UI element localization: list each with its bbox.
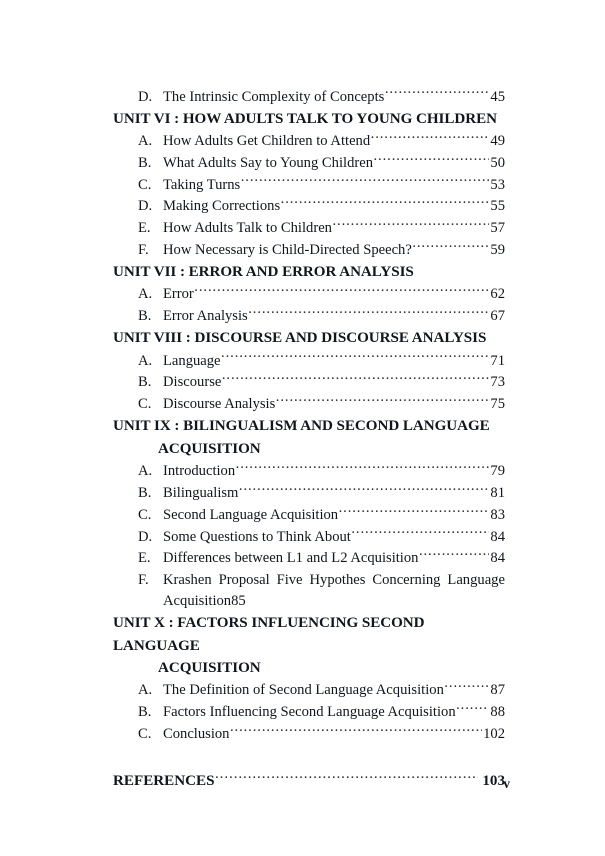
toc-dot-leader xyxy=(248,306,489,321)
toc-dot-leader xyxy=(385,86,490,101)
toc-entry-page-number: 85 xyxy=(231,592,246,609)
toc-dot-leader xyxy=(239,482,490,497)
toc-dot-leader xyxy=(412,239,489,254)
table-of-contents xyxy=(113,86,505,792)
toc-entry[interactable] xyxy=(113,526,505,548)
toc-entry-title: Bilingualism xyxy=(163,484,239,501)
toc-dot-leader xyxy=(281,196,490,211)
toc-entry-page-number: 59 xyxy=(490,241,505,258)
toc-entry-title: Taking Turns xyxy=(163,176,241,193)
toc-entry[interactable] xyxy=(113,86,505,108)
toc-entry[interactable] xyxy=(113,680,505,702)
toc-entry-letter: D. xyxy=(138,198,153,215)
toc-entry-letter: B. xyxy=(138,484,152,501)
toc-unit-title: UNIT VIII : DISCOURSE AND DISCOURSE ANALYSIS xyxy=(113,330,487,347)
toc-dot-leader xyxy=(221,350,489,365)
toc-unit-title: UNIT X : FACTORS INFLUENCING SECOND LANGUAGE xyxy=(113,614,425,654)
toc-entry-page-number: 83 xyxy=(490,506,505,523)
toc-unit-heading[interactable] xyxy=(113,108,505,131)
toc-entry-title-word: Five xyxy=(276,571,303,588)
toc-entry-page-number: 102 xyxy=(483,725,505,742)
toc-entry[interactable] xyxy=(113,723,505,745)
toc-entry-title-word: Language xyxy=(447,571,505,588)
toc-entry[interactable] xyxy=(113,130,505,152)
toc-entry[interactable] xyxy=(113,196,505,218)
toc-entry-title: Introduction xyxy=(163,463,236,480)
toc-dot-leader xyxy=(222,372,490,387)
toc-entry-letter: C. xyxy=(138,725,152,742)
toc-entry-letter: E. xyxy=(138,220,151,237)
toc-dot-leader xyxy=(241,174,490,189)
toc-dot-leader xyxy=(332,218,489,233)
toc-entry-letter: B. xyxy=(138,154,152,171)
toc-entry-letter: F. xyxy=(138,571,149,588)
toc-entry-body xyxy=(163,570,505,612)
toc-unit-title: UNIT VI : HOW ADULTS TALK TO YOUNG CHILDREN xyxy=(113,110,497,127)
toc-unit-heading[interactable] xyxy=(113,261,505,284)
toc-dot-leader xyxy=(230,723,482,738)
toc-entry-letter: B. xyxy=(138,308,152,325)
toc-unit-title-continued: ACQUISITION xyxy=(158,440,261,457)
toc-entry[interactable] xyxy=(113,372,505,394)
toc-entry-letter: B. xyxy=(138,704,152,721)
toc-references-entry[interactable] xyxy=(113,770,505,792)
toc-dot-leader xyxy=(276,394,490,409)
toc-entry[interactable] xyxy=(113,174,505,196)
toc-entry-letter: C. xyxy=(138,396,152,413)
toc-entry-letter: A. xyxy=(138,463,153,480)
toc-references-page-number: 103 xyxy=(482,773,505,790)
toc-entry-page-number: 57 xyxy=(490,220,505,237)
toc-entry-title: Discourse Analysis xyxy=(163,396,276,413)
toc-entry[interactable] xyxy=(113,218,505,240)
toc-entry-page-number: 50 xyxy=(490,154,505,171)
toc-dot-leader xyxy=(339,504,490,519)
toc-entry-page-number: 73 xyxy=(490,374,505,391)
toc-entry[interactable] xyxy=(113,482,505,504)
toc-entry-title: Discourse xyxy=(163,374,222,391)
toc-entry-title: Error Analysis xyxy=(163,308,248,325)
toc-dot-leader xyxy=(215,770,478,785)
page-folio: v xyxy=(503,776,510,791)
toc-entry-page-number: 71 xyxy=(490,352,505,369)
toc-entry[interactable] xyxy=(113,461,505,483)
toc-entry[interactable] xyxy=(113,548,505,570)
toc-entry-page-number: 55 xyxy=(490,198,505,215)
toc-entry-title-word: Krashen xyxy=(163,571,212,588)
toc-entry[interactable] xyxy=(113,239,505,261)
toc-entry-title: The Definition of Second Language Acquisition xyxy=(163,682,444,699)
toc-entry-title: How Adults Get Children to Attend xyxy=(163,132,371,149)
toc-entry[interactable] xyxy=(113,394,505,416)
toc-entry-page-number: 84 xyxy=(490,528,505,545)
toc-dot-leader xyxy=(444,680,489,695)
toc-entry[interactable] xyxy=(113,570,505,612)
toc-dot-leader xyxy=(374,152,490,167)
toc-entry-title: Factors Influencing Second Language Acquisition xyxy=(163,704,456,721)
toc-entry-letter: D. xyxy=(138,88,153,105)
toc-entry-page-number: 53 xyxy=(490,176,505,193)
toc-entry-letter: A. xyxy=(138,286,153,303)
toc-entry[interactable] xyxy=(113,284,505,306)
toc-entry-title-word: Concerning xyxy=(372,571,441,588)
toc-entry-page-number: 81 xyxy=(490,484,505,501)
toc-entry-title: Language xyxy=(163,352,221,369)
toc-entry-title: Conclusion xyxy=(163,725,230,742)
toc-unit-heading[interactable] xyxy=(113,612,505,680)
toc-dot-leader xyxy=(419,548,489,563)
toc-entry-title: How Adults Talk to Children xyxy=(163,220,332,237)
toc-entry-letter: C. xyxy=(138,176,152,193)
toc-entry-letter: B. xyxy=(138,374,152,391)
toc-entry-letter: A. xyxy=(138,352,153,369)
toc-entry-page-number: 87 xyxy=(490,682,505,699)
toc-entry-title-line1 xyxy=(163,570,505,591)
toc-references-label: REFERENCES xyxy=(113,773,215,790)
toc-dot-leader xyxy=(456,702,489,717)
toc-entry-title-continued: Acquisition xyxy=(163,592,232,609)
toc-entry-letter: D. xyxy=(138,528,153,545)
toc-unit-title-continued: ACQUISITION xyxy=(158,660,261,677)
toc-entry-title: The Intrinsic Complexity of Concepts xyxy=(163,88,385,105)
toc-dot-leader xyxy=(236,461,490,476)
toc-entry-title: Some Questions to Think About xyxy=(163,528,351,545)
toc-entry-title: Error xyxy=(163,286,194,303)
toc-entry-title: Making Corrections xyxy=(163,198,281,215)
toc-entry-letter: A. xyxy=(138,682,153,699)
toc-entry[interactable] xyxy=(113,504,505,526)
toc-entry-page-number: 88 xyxy=(490,704,505,721)
toc-entry[interactable] xyxy=(113,152,505,174)
toc-unit-heading[interactable] xyxy=(113,327,505,350)
toc-dot-leader xyxy=(194,284,489,299)
toc-unit-title: UNIT VII : ERROR AND ERROR ANALYSIS xyxy=(113,264,414,281)
toc-dot-leader xyxy=(351,526,489,541)
toc-dot-leader xyxy=(371,130,490,145)
toc-entry[interactable] xyxy=(113,350,505,372)
toc-entry-page-number: 84 xyxy=(490,550,505,567)
toc-unit-heading[interactable] xyxy=(113,415,505,460)
toc-entry[interactable] xyxy=(113,702,505,724)
toc-entry-title: Differences between L1 and L2 Acquisition xyxy=(163,550,419,567)
toc-entry-page-number: 49 xyxy=(490,132,505,149)
toc-entry-page-number: 75 xyxy=(490,396,505,413)
toc-entry-letter: E. xyxy=(138,550,151,567)
toc-entry-title: How Necessary is Child-Directed Speech? xyxy=(163,241,412,258)
toc-entry-page-number: 79 xyxy=(490,463,505,480)
toc-entry-title-word: Proposal xyxy=(218,571,270,588)
toc-entry-letter: F. xyxy=(138,241,149,258)
toc-entry-title-word: Hypothes xyxy=(309,571,366,588)
toc-entry-page-number: 67 xyxy=(490,308,505,325)
toc-entry-page-number: 62 xyxy=(490,286,505,303)
toc-entry-letter: C. xyxy=(138,506,152,523)
toc-entry[interactable] xyxy=(113,306,505,328)
toc-entry-title: Second Language Acquisition xyxy=(163,506,339,523)
toc-entry-title: What Adults Say to Young Children xyxy=(163,154,373,171)
toc-entry-letter: A. xyxy=(138,132,153,149)
toc-unit-title: UNIT IX : BILINGUALISM AND SECOND LANGUAGE xyxy=(113,418,490,435)
toc-entry-title-line2 xyxy=(163,591,505,612)
toc-entry-page-number: 45 xyxy=(490,88,505,105)
